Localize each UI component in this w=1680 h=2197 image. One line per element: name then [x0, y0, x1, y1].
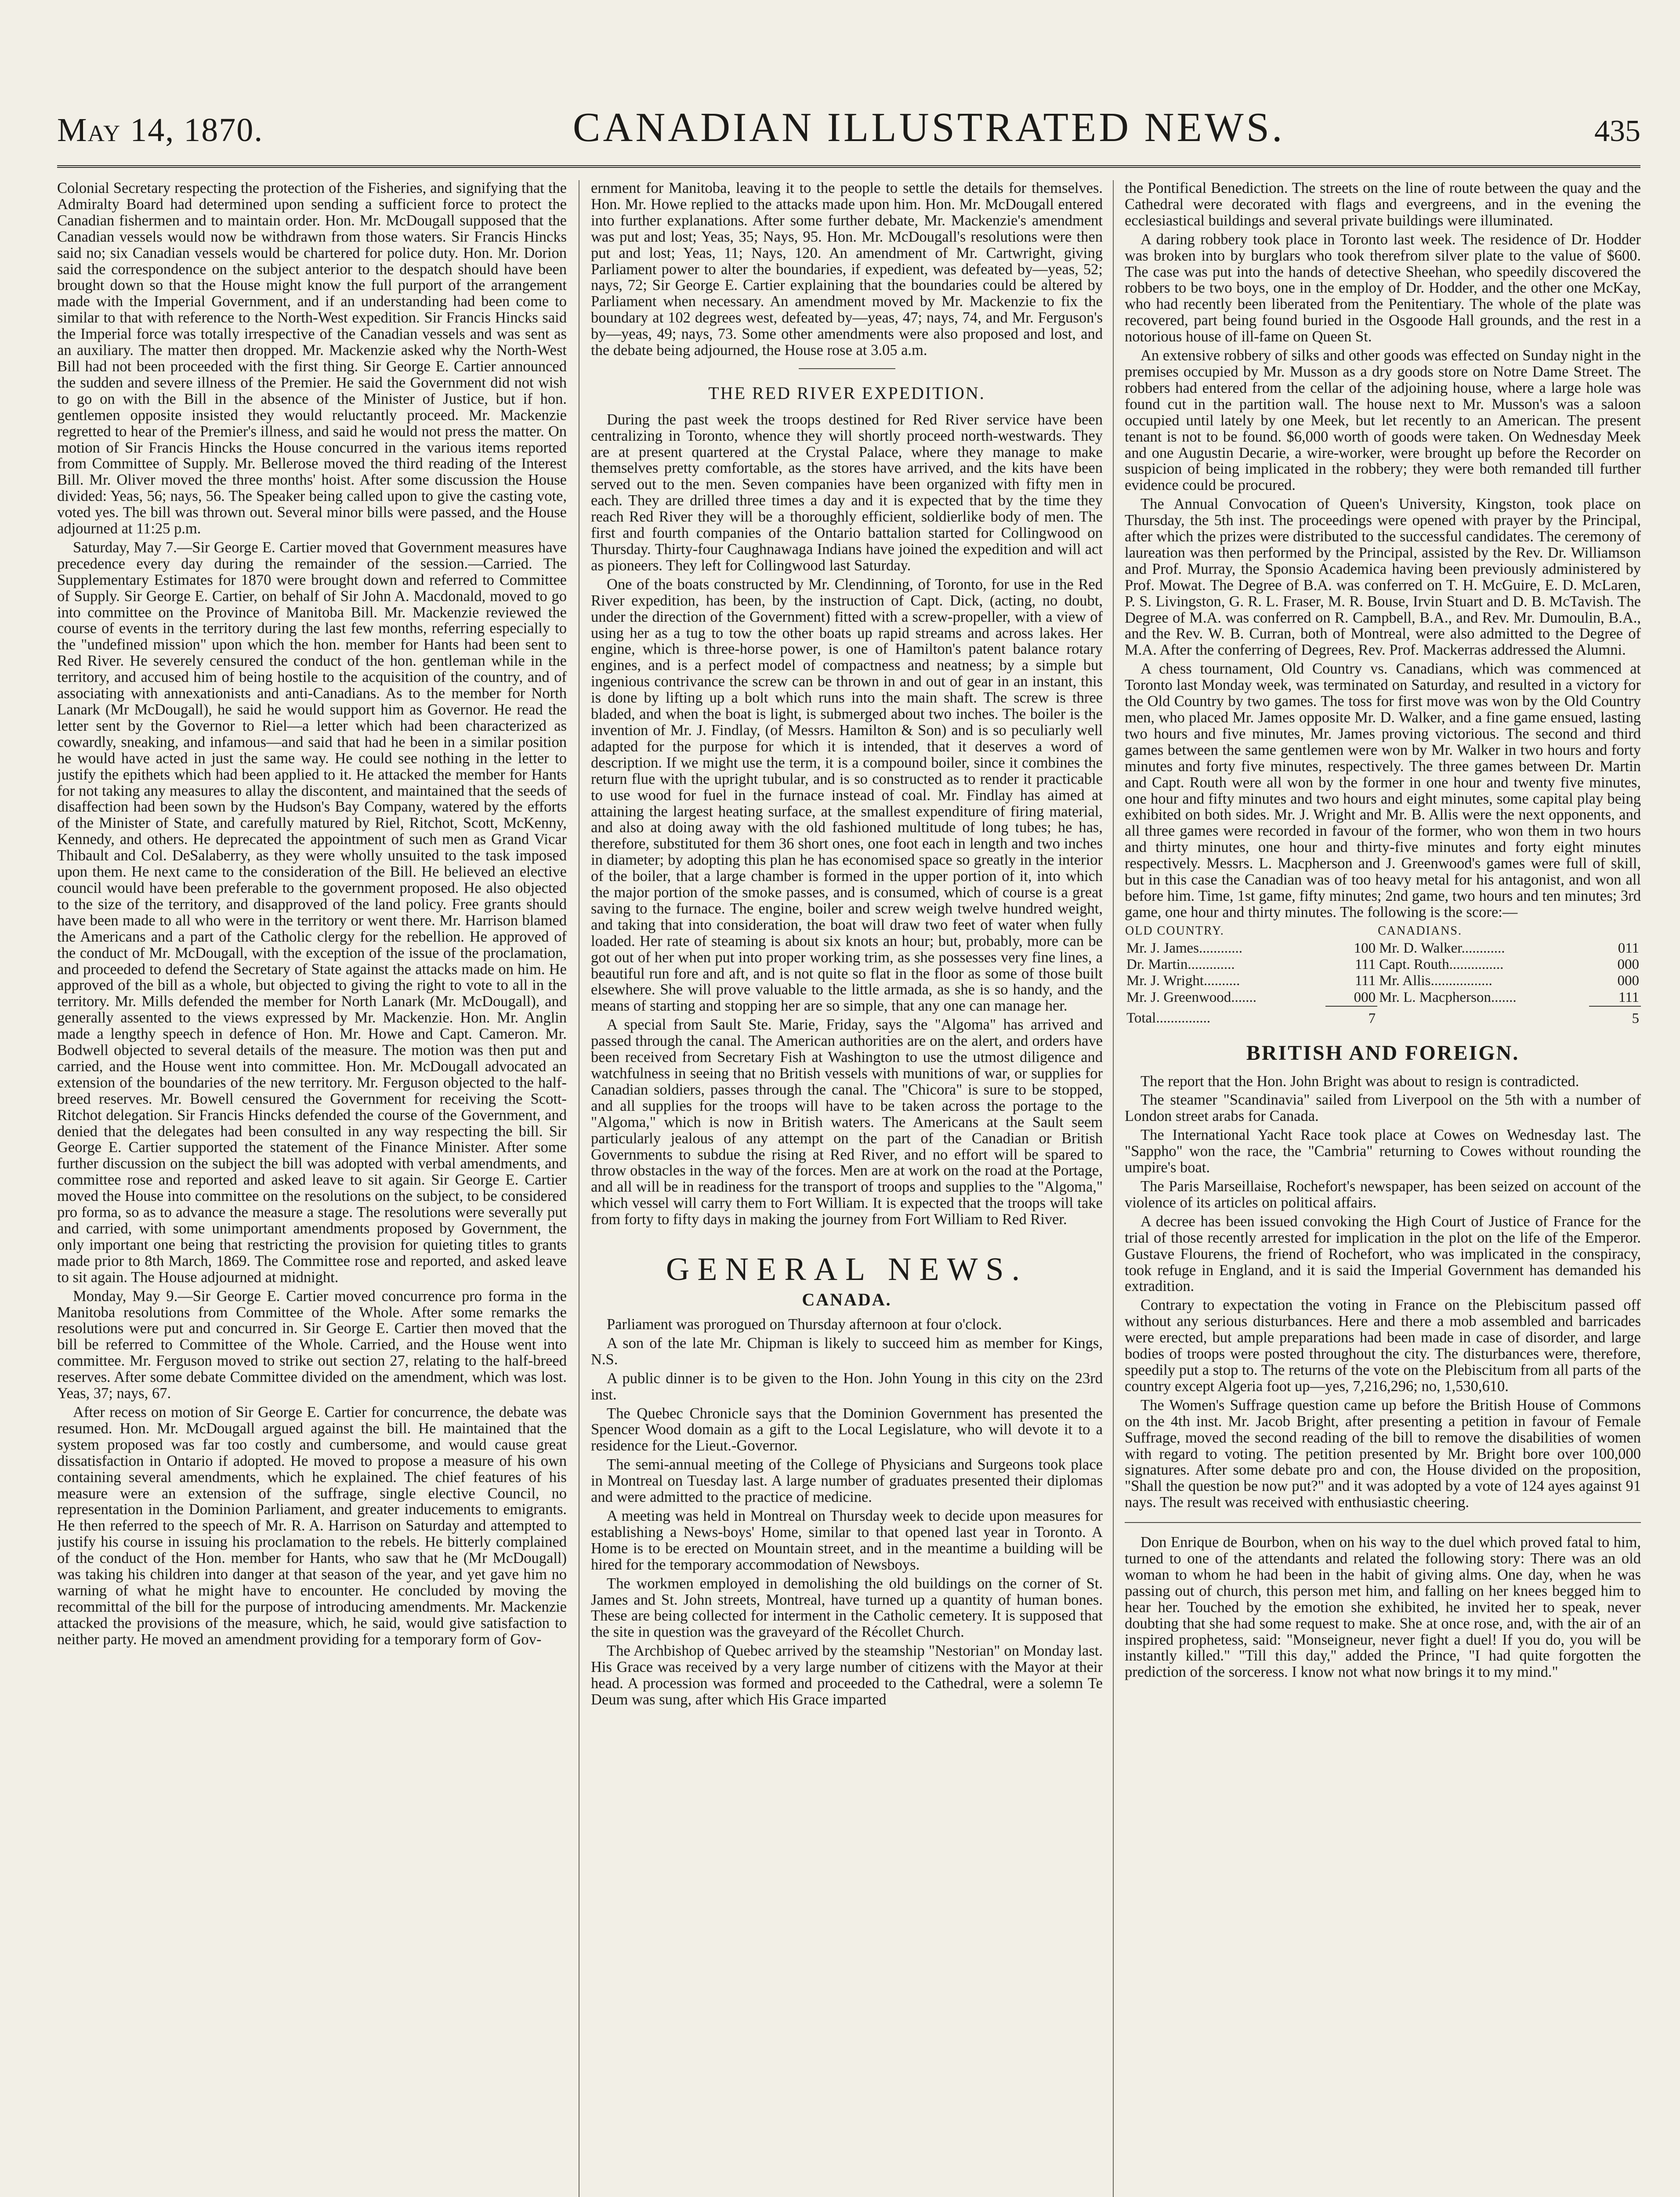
table-total-row	[1125, 1006, 1641, 1027]
red-river-heading: THE RED RIVER EXPEDITION.	[708, 383, 985, 403]
paragraph: Parliament was prorogued on Thursday afternoon at four o'clock.	[607, 1316, 1002, 1333]
paragraph: The steamer "Scandinavia" sailed from Liverpool on the 5th with a number of London street arabs for Canada.	[1125, 1091, 1641, 1125]
player-score: 000	[1354, 989, 1376, 1005]
paragraph: The International Yacht Race took place at Cowes on Wednesday last. The "Sappho" won the race, the "Cambria" returning to Cowes without rounding the umpire's boat.	[1125, 1127, 1641, 1176]
paragraph: A special from Sault Ste. Marie, Friday, says the "Algoma" has arrived and passed through the canal. The American authorities are on the alert, and orders have been received from Secretary Fish at Washington to use the utmost diligence and watchfulness in seeing that no British vessels with munitions of war, or supplies for Canadian soldiers, passes through the canal. The "Chicora" is sure to be stopped, and all supplies for the troops will have to be taken across the portage to the "Algoma," which is now in British waters. The Americans at the Sault seem particularly jealous of any attempt on the part of the Canadian or British Governments to subdue the rising at Red River, and no effort will be spared to throw obstacles in the way of the forces. Men are at work on the road at the Portage, and all will be in readiness for the transport of troops and supplies to the "Algoma," which vessel will carry them to Fort William. It is expected that the troops will take from forty to fifty days in making the journey from Fort William to Red River.	[591, 1016, 1103, 1228]
paragraph: The semi-annual meeting of the College of Physicians and Surgeons took place in Montreal on Tuesday last. A large number of graduates presented their diplomas and were admitted to the practice of medicine.	[591, 1456, 1103, 1506]
player-score: 111	[1355, 973, 1376, 989]
paragraph: Don Enrique de Bourbon, when on his way to the duel which proved fatal to him, turned to one of the attendants and related the following story: There was an old woman to whom he had been in the habit of giving alms. One day, when he was passing out of church, this person met him, and falling on her knees begged him to hear her. Touched by the emotion she exhibited, he invited her to speak, never doubting that she had some request to make. She at once rose, and, with the air of an inspired prophetess, said: "Monseigneur, never fight a duel! If you do, you will be instantly killed." "Till this day," added the Prince, "I had quite forgotten the prediction of the sorceress. I know not what now brings it to my mind."	[1125, 1534, 1641, 1681]
column-2	[591, 180, 1103, 2197]
issue-date: May 14, 1870.	[57, 112, 264, 149]
table-header-row	[1125, 924, 1641, 940]
british-foreign-heading: BRITISH AND FOREIGN.	[1246, 1041, 1520, 1065]
page-number: 435	[1594, 114, 1640, 148]
paragraph: the Pontifical Benediction. The streets on the line of route between the quay and the Cathedral were decorated with flags and evergreens, and in the evening the ecclesiastical buildings and several private buildings were illuminated.	[1125, 180, 1641, 229]
paragraph: A meeting was held in Montreal on Thursday week to decide upon measures for establishing a News-boys' Home, similar to that opened last year in Toronto. A Home is to be erected on Mountain street, and in the meantime a building will be hired for the temporary accommodation of Newsboys.	[591, 1508, 1103, 1573]
paragraph: A decree has been issued convoking the High Court of Justice of France for the trial of those recently arrested for implication in the plot on the life of the Emperor. Gustave Flourens, the friend of Rochefort, who was implicated in the conspiracy, took refuge in England, and it is said the Imperial Government has demanded his extradition.	[1125, 1213, 1641, 1295]
player-name: Capt. Routh...............	[1379, 957, 1504, 973]
player-name: Mr. Allis.................	[1379, 973, 1492, 989]
paragraph: Saturday, May 7.—Sir George E. Cartier moved that Government measures have precedence every day during the remainder of the session.—Carried. The Supplementary Estimates for 1870 were brought down and referred to Committee of Supply. Sir George E. Cartier, on behalf of Sir John A. Macdonald, moved to go into committee on the Province of Manitoba Bill. Mr. Mackenzie reviewed the course of events in the territory during the last few months, referring especially to the "undefined mission" upon which the hon. member for Hants had been sent to Red River. He severely censured the conduct of the hon. gentleman while in the territory, and accused him of being hostile to the acquisition of the country, and of associating with annexationists and anti-Canadians. As to the member for North Lanark (Mr McDougall), he said he would support him as Governor. He read the letter sent by the Governor to Riel—a letter which had been characterized as cowardly, sneaking, and infamous—and said that had he been in a similar position he would have acted in just the same way. He could see nothing in the letter to justify the epithets which had been applied to it. He attacked the member for Hants for not taking any measures to allay the discontent, and maintained that the seeds of disaffection had been sown by the Hudson's Bay Company, watered by the efforts of the Minister of State, and carefully matured by Riel, Ritchot, Scott, McKenny, Kennedy, and others. He deprecated the appointment of such men as Grand Vicar Thibault and Col. DeSalaberry, as they were wholly unsuited to the task imposed upon them. He next came to the consideration of the Bill. He believed an elective council would have been preferable to the government proposed. He also objected to the size of the territory, and disapproved of the land policy. Free grants should have been made to all who were in the territory or went there. Mr. Harrison blamed the Americans and a part of the Catholic clergy for the rebellion. He approved of the conduct of Mr. McDougall, with the exception of the issue of the proclamation, and proceeded to defend the Secretary of State against the attacks made on him. He approved of the bill as a whole, but objected to giving the right to vote to all in the territory. Mr. Mills defended the member for North Lanark (Mr. McDougall), and generally assented to the views expressed by Mr. Mackenzie. Hon. Mr. Anglin made a lengthy speech in defence of Hon. Mr. Howe and Capt. Cameron. Mr. Bodwell objected to several details of the measure. The motion was then put and carried, and the House went into committee. Hon. Mr. McDougall advocated an extension of the boundaries of the new territory. Mr. Ferguson objected to the half-breed reserves. Mr. Bowell censured the Government for receiving the Scott-Ritchot delegation. Sir Francis Hincks defended the course of the Government, and denied that the delegates had been consulted in any way respecting the bill. Sir George E. Cartier supported the statement of the Finance Minister. After some further discussion on the subject the bill was adopted with verbal amendments, and committee rose and reported and asked leave to sit again. Sir George E. Cartier moved the House into committee on the resolutions on the subject, to be considered pro forma, so as to advance the measure a stage. The resolutions were severally put and carried, with some unimportant amendments proposed by Government, the only important one being that restricting the provision for quieting titles to grants made prior to 8th March, 1869. The Committee rose and reported, and asked leave to sit again. The House adjourned at midnight.	[57, 539, 567, 1286]
paragraph: One of the boats constructed by Mr. Clendinning, of Toronto, for use in the Red River expedition, has been, by the instruction of Capt. Dick, (acting, no doubt, under the direction of the Government) fitted with a screw-propeller, with a view of using her as a tug to tow the other boats up rapid streams and across lakes. Her engine, which is three-horse power, is one of Hamilton's patent balance rotary engines, and is a perfect model of compactness and neatness; by a simple but ingenious contrivance the screw can be thrown in and out of gear in an instant, this is done by lifting up a bolt which runs into the main shaft. The screw is three bladed, and when the boat is light, is submerged about two inches. The boiler is the invention of Mr. J. Findlay, (of Messrs. Hamilton & Son) and is so peculiarly well adapted for the purpose for which it is intended, that it deserves a word of description. If we might use the term, it is a compound boiler, since it combines the return flue with the upright tubular, and is so constructed as to render it practicable to use wood for fuel in the furnace instead of coal. Mr. Findlay has aimed at attaining the largest heating surface, at the smallest expenditure of firing material, and also at doing away with the old fashioned multitude of long tubes; he has, therefore, substituted for them 36 short ones, one foot each in length and two inches in diameter; by adopting this plan he has economised space so greatly in the interior of the boiler, that a large chamber is formed in the upper portion of it, into which the major portion of the smoke passes, and is consumed, which of course is a great saving to the furnace. The engine, boiler and screw weigh twelve hundred weight, and taking that into consideration, the boat will draw two feet of water when fully loaded. Her rate of steaming is about six knots an hour; but, probably, more can be got out of her when put into proper working trim, as she possesses very fine lines, a beautiful run fore and aft, and is not quite so flat in the floor as some of those built elsewhere. She will prove valuable to the little armada, as she is so handy, and the means of starting and stopping her are so simple, that any one can manage her.	[591, 576, 1103, 1015]
paragraph: The Quebec Chronicle says that the Dominion Government has presented the Spencer Wood domain as a gift to the Local Legislature, who will devote it to a residence for the Lieut.-Governor.	[591, 1405, 1103, 1454]
paragraph: The Women's Suffrage question came up before the British House of Commons on the 4th inst. Mr. Jacob Bright, after presenting a petition in favour of Female Suffrage, moved the second reading of the bill to remove the disabilities of women with regard to voting. The petition presented by Mr. Bright bore over 100,000 signatures. After some debate pro and con, the House divided on the proposition, "Shall the question be now put?" and it was adopted by a vote of 124 ayes against 91 nays. The result was received with enthusiastic cheering.	[1125, 1396, 1641, 1511]
paragraph: After recess on motion of Sir George E. Cartier for concurrence, the debate was resumed. Hon. Mr. McDougall argued against the bill. He maintained that the system proposed was far too costly and cumbersome, and would cause great dissatisfaction in Ontario if adopted. He moved to propose a measure of his own containing several amendments, which he explained. The chief features of his measure were an extension of the suffrage, single elective Council, no representation in the Dominion Parliament, and greater inducements to emigrants. He then referred to the speech of Mr. R. A. Harrison on Saturday and attempted to justify his course in issuing his proclamation to the rebels. He bitterly complained of the conduct of the Hon. member for Hants, who saw that he (Mr McDougall) was taking his children into danger at that season of the year, and yet gave him no warning of what he might have to encounter. He concluded by moving the recommittal of the bill for the purpose of introducing amendments. Mr. Mackenzie attacked the provisions of the measure, which, he said, would give satisfaction to neither party. He moved an amendment providing for a temporary form of Gov-	[57, 1403, 567, 1648]
canada-heading: CANADA.	[802, 1290, 892, 1310]
paragraph: A public dinner is to be given to the Hon. John Young in this city on the 23rd inst.	[591, 1370, 1103, 1403]
paragraph: Monday, May 9.—Sir George E. Cartier moved concurrence pro forma in the Manitoba resolutions from Committee of the Whole. After some remarks the resolutions were put and concurred in. Sir George E. Cartier then moved that the bill be referred to Committee of the Whole. Carried, and the House went into committee. Mr. Ferguson moved to strike out section 27, relating to the half-breed reserves. After some debate Committee divided on the amendment, which was lost. Yeas, 37; nays, 67.	[57, 1287, 567, 1402]
paragraph: The Annual Convocation of Queen's University, Kingston, took place on Thursday, the 5th inst. The proceedings were opened with prayer by the Principal, after which the prizes were distributed to the successful candidates. The ceremony of laureation was then performed by the Principal, assisted by the Rev. Dr. Williamson and Prof. Murray, the Sponsio Academica having been previously administered by Prof. Mowat. The Degree of B.A. was conferred on T. H. McGuire, E. D. McLaren, P. S. Livingston, G. R. L. Fraser, M. R. Bouse, Irvin Stuart and D. B. McTavish. The Degree of M.A. was conferred on R. Campbell, B.A., and Rev. Mr. Dumoulin, B.A., and the Rev. W. B. Curran, both of Montreal, were also admitted to the Degree of M.A. After the conferring of Degrees, Rev. Prof. Mackerras addressed the Alumni.	[1125, 496, 1641, 659]
divider	[1125, 1522, 1641, 1523]
player-score: 000	[1617, 973, 1639, 989]
newspaper-title: CANADIAN ILLUSTRATED NEWS.	[572, 105, 1285, 150]
total-canadians: 5	[1589, 1006, 1641, 1027]
paragraph: A son of the late Mr. Chipman is likely to succeed him as member for Kings, N.S.	[591, 1334, 1103, 1368]
table-row	[1125, 973, 1641, 989]
column-rule-2	[1113, 180, 1114, 2197]
table-header-canadians: CANADIANS.	[1378, 924, 1462, 938]
paragraph: A chess tournament, Old Country vs. Canadians, which was commenced at Toronto last Monday week, was terminated on Saturday, and resulted in a victory for the Old Country by two games. The toss for first move was won by the Old Country men, who placed Mr. James opposite Mr. D. Walker, and a fine game ensued, lasting two hours and five minutes, Mr. James proving victorious. The second and third games between the same gentlemen were won by Mr. Walker in two hours and forty minutes and forty five minutes, respectively. The three games between Dr. Martin and Capt. Routh were all won by the former in one hour and twenty five minutes, one hour and fifty minutes and two hours and eight minutes, some capital play being exhibited on both sides. Mr. J. Wright and Mr. B. Allis were the next opponents, and all three games were recorded in favour of the former, who won them in two hours and thirty minutes, one hour and thirty-five minutes and forty eight minutes respectively. Messrs. L. Macpherson and J. Greenwood's games were full of skill, but in this case the Canadian was of too heavy metal for his antagonist, and won all before him. Time, 1st game, fifty minutes; 2nd game, two hours and ten minutes; 3rd game, one hour and thirty minutes. The following is the score:—	[1125, 660, 1641, 921]
player-name: Mr. J. Greenwood.......	[1126, 990, 1257, 1006]
player-name: Mr. J. Wright..........	[1126, 973, 1240, 989]
paragraph: The report that the Hon. John Bright was about to resign is contradicted.	[1141, 1073, 1579, 1090]
player-name: Mr. L. Macpherson.......	[1379, 990, 1517, 1006]
player-score: 111	[1618, 989, 1639, 1005]
paragraph: Contrary to expectation the voting in France on the Plebiscitum passed off without any serious disturbances. Here and there a mob assembled and barricades were erected, but ample preparations had been made in case of disorder, and large bodies of troops were posted throughout the city. The disturbances were, therefore, speedily put a stop to. The returns of the vote on the Plebiscitum from all parts of the country except Algeria foot up—yes, 7,216,296; no, 1,530,610.	[1125, 1297, 1641, 1395]
player-score: 111	[1355, 957, 1376, 973]
paragraph: The workmen employed in demolishing the old buildings on the corner of St. James and St. John streets, Montreal, have turned up a quantity of human bones. These are being collected for interment in the Catholic cemetery. It is supposed that the site in question was the graveyard of the Récollet Church.	[591, 1575, 1103, 1641]
column-1	[57, 180, 567, 2197]
table-row	[1125, 990, 1641, 1006]
player-score: 000	[1617, 957, 1639, 973]
total-old-country: 7	[1325, 1006, 1377, 1027]
player-name: Mr. D. Walker............	[1379, 940, 1505, 956]
paragraph: A daring robbery took place in Toronto last week. The residence of Dr. Hodder was broken into by burglars who took therefrom silver plate to the value of $600. The case was put into the hands of detective Sheehan, who speedily discovered the robbers to be two boys, one in the employ of Dr. Hodder, and the other one McKay, who had recently been liberated from the Penitentiary. The whole of the plate was recovered, part being found buried in the Osgoode Hall grounds, and the rest in a notorious house of ill-fame on Queen St.	[1125, 231, 1641, 345]
divider	[799, 368, 895, 369]
paragraph: An extensive robbery of silks and other goods was effected on Sunday night in the premises occupied by Mr. Musson as a dry goods store on Notre Dame Street. The robbers had entered from the cellar of the adjoining house, where a large hole was found cut in the partition wall. The house next to Mr. Musson's was a saloon occupied until lately by one Meek, but let recently to an American. The present tenant is not to be found. $6,000 worth of goods were taken. On Wednesday Meek and one Augustin Decarie, a wire-worker, were brought up before the Recorder on suspicion of being implicated in the robbery; they were both remanded till further evidence could be procured.	[1125, 347, 1641, 494]
paragraph: Colonial Secretary respecting the protection of the Fisheries, and signifying that the Admiralty Board had determined upon sending a sufficient force to protect the Canadian fishermen and to maintain order. Hon. Mr. McDougall supposed that the Canadian vessels would now be withdrawn from those waters. Sir Francis Hincks said no; six Canadian vessels would be chartered for police duty. Hon. Mr. Dorion said the correspondence on the subject anterior to the despatch should have been brought down so that the House might know the full purport of the arrangement made with the Imperial Government, and if an understanding had been come to similar to that with reference to the North-West expedition. Sir Francis Hincks said the Imperial force was totally irrespective of the Canadian vessels and was sent as an auxiliary. The matter then dropped. Mr. Mackenzie asked why the North-West Bill had not been proceeded with the first thing. Sir George E. Cartier announced the sudden and severe illness of the Premier. He said the Government did not wish to go on with the Bill in the absence of the Minister of Justice, but if hon. gentlemen opposite insisted they would reluctantly proceed. Mr. Mackenzie regretted to hear of the Premier's illness, and said he would not press the matter. On motion of Sir Francis Hincks the House concurred in the various items reported from Committee of Supply. Mr. Bellerose moved the third reading of the Interest Bill. Mr. Oliver moved the three months' hoist. After some discussion the House divided: Yeas, 56; nays, 56. The Speaker being called upon to give the casting vote, voted yes. The bill was thrown out. Several minor bills were passed, and the House adjourned at 11:25 p.m.	[57, 180, 567, 537]
total-label: Total...............	[1126, 1010, 1211, 1026]
paragraph: The Archbishop of Quebec arrived by the steamship "Nestorian" on Monday last. His Grace was received by a very large number of citizens with the Mayor at their head. A procession was formed and proceeded to the Cathedral, were a solemn Te Deum was sung, after which His Grace imparted	[591, 1642, 1103, 1708]
paragraph: ernment for Manitoba, leaving it to the people to settle the details for themselves. Hon. Mr. Howe replied to the attacks made upon him. Hon. Mr. McDougall entered into further explanations. After some further debate, Mr. Mackenzie's amendment was put and lost; Yeas, 35; Nays, 95. Hon. Mr. McDougall's resolutions were then put and lost; Yeas, 11; Nays, 120. An amendment of Mr. Cartwright, giving Parliament power to alter the boundaries, if expedient, was defeated by—yeas, 52; nays, 72; Sir George E. Cartier explaining that the boundaries could be altered by Parliament when necessary. An amendment moved by Mr. Mackenzie to fix the boundary at 102 degrees west, defeated by—yeas, 47; nays, 74, and Mr. Ferguson's by—yeas, 49; nays, 73. Some other amendments were also proposed and lost, and the debate being adjourned, the House rose at 3.05 a.m.	[591, 180, 1103, 359]
table-row	[1125, 940, 1641, 957]
player-name: Dr. Martin.............	[1126, 957, 1235, 973]
chess-score-table	[1125, 924, 1641, 1027]
general-news-heading: GENERAL NEWS.	[666, 1251, 1028, 1288]
column-3	[1125, 180, 1641, 2197]
player-name: Mr. J. James............	[1126, 940, 1242, 956]
paragraph: The Paris Marseillaise, Rochefort's newspaper, has been seized on account of the violence of its articles on political affairs.	[1125, 1178, 1641, 1211]
masthead	[57, 104, 1640, 168]
player-score: 011	[1618, 940, 1639, 956]
player-score: 100	[1354, 940, 1376, 956]
table-header-old-country: OLD COUNTRY.	[1125, 924, 1224, 938]
table-row	[1125, 957, 1641, 973]
paragraph: During the past week the troops destined for Red River service have been centralizing in Toronto, whence they will shortly proceed north-westwards. They are at present quartered at the Crystal Palace, where they manage to make themselves pretty comfortable, as the stores have arrived, and the kits have been served out to the men. Seven companies have been organized with fifty men in each. They are drilled three times a day and it is expected that by the time they reach Red River they will be a thoroughly efficient, soldierlike body of men. The first and fourth companies of the Ontario battalion started for Collingwood on Thursday. Thirty-four Caughnawaga Indians have joined the expedition and will act as pioneers. They left for Collingwood last Saturday.	[591, 411, 1103, 574]
